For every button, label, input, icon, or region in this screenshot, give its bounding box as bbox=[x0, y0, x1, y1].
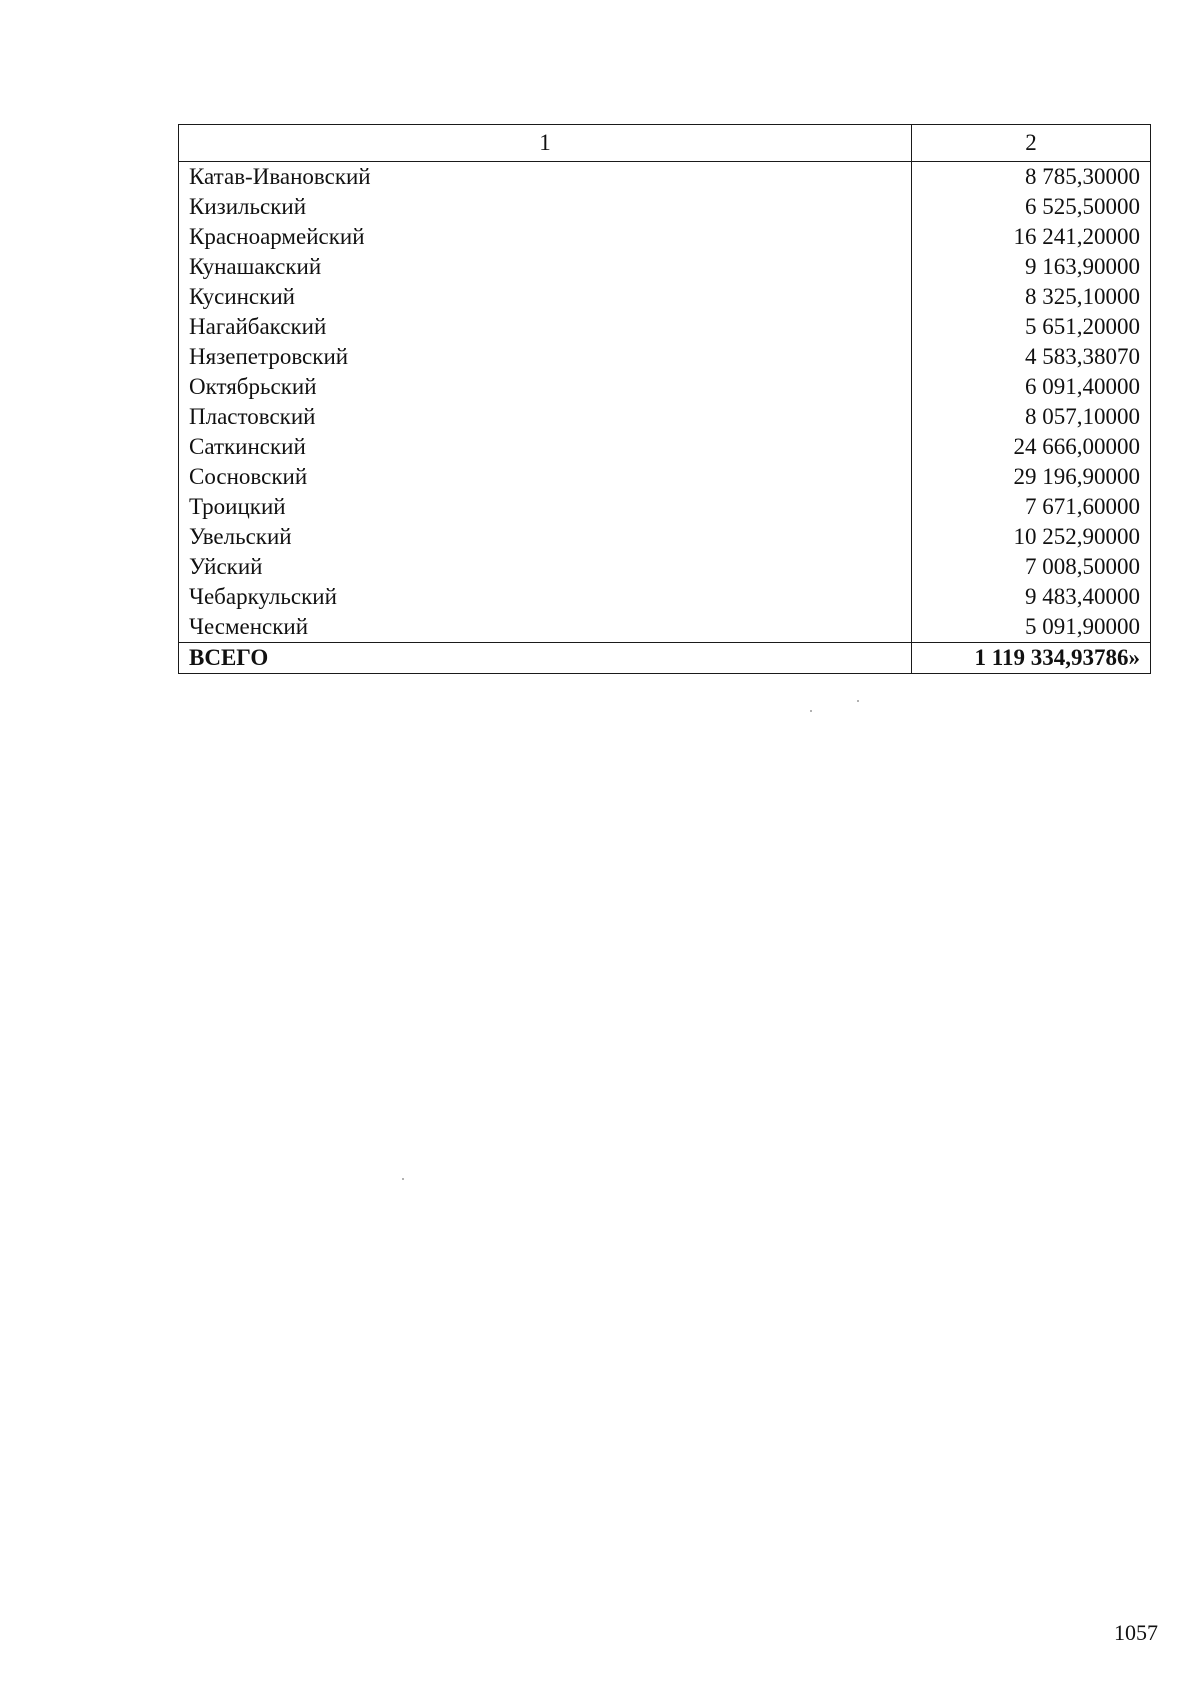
table-row bbox=[179, 372, 1151, 402]
scan-speck bbox=[402, 1178, 404, 1180]
table-row bbox=[179, 582, 1151, 612]
page-number: 1057 bbox=[1114, 1620, 1158, 1645]
district-name: Кунашакский bbox=[179, 252, 912, 282]
district-value: 8 785,30000 bbox=[912, 162, 1151, 193]
district-value: 7 671,60000 bbox=[912, 492, 1151, 522]
district-value: 29 196,90000 bbox=[912, 462, 1151, 492]
district-value: 8 325,10000 bbox=[912, 282, 1151, 312]
table-row bbox=[179, 522, 1151, 552]
column-header-1: 1 bbox=[179, 125, 912, 162]
table-row bbox=[179, 312, 1151, 342]
column-header-2: 2 bbox=[912, 125, 1151, 162]
table-row bbox=[179, 492, 1151, 522]
district-value: 9 163,90000 bbox=[912, 252, 1151, 282]
district-table bbox=[178, 124, 1151, 674]
district-name: Сосновский bbox=[179, 462, 912, 492]
district-name: Кусинский bbox=[179, 282, 912, 312]
table-row bbox=[179, 222, 1151, 252]
district-name: Чебаркульский bbox=[179, 582, 912, 612]
table-row bbox=[179, 402, 1151, 432]
table-row bbox=[179, 192, 1151, 222]
scan-speck bbox=[810, 710, 812, 712]
district-name: Красноармейский bbox=[179, 222, 912, 252]
total-label: ВСЕГО bbox=[179, 643, 912, 674]
table-header-row bbox=[179, 125, 1151, 162]
district-value: 8 057,10000 bbox=[912, 402, 1151, 432]
district-value: 10 252,90000 bbox=[912, 522, 1151, 552]
district-name: Кизильский bbox=[179, 192, 912, 222]
district-name: Увельский bbox=[179, 522, 912, 552]
district-value: 5 091,90000 bbox=[912, 612, 1151, 643]
district-value: 6 091,40000 bbox=[912, 372, 1151, 402]
district-value: 6 525,50000 bbox=[912, 192, 1151, 222]
district-name: Саткинский bbox=[179, 432, 912, 462]
table-body bbox=[179, 162, 1151, 643]
table-row bbox=[179, 462, 1151, 492]
district-name: Нязепетровский bbox=[179, 342, 912, 372]
district-value: 9 483,40000 bbox=[912, 582, 1151, 612]
total-value: 1 119 334,93786» bbox=[912, 643, 1151, 674]
district-name: Уйский bbox=[179, 552, 912, 582]
table-row bbox=[179, 432, 1151, 462]
district-name: Катав-Ивановский bbox=[179, 162, 912, 193]
district-value: 7 008,50000 bbox=[912, 552, 1151, 582]
table-row bbox=[179, 612, 1151, 643]
district-value: 16 241,20000 bbox=[912, 222, 1151, 252]
district-value: 4 583,38070 bbox=[912, 342, 1151, 372]
table-row bbox=[179, 162, 1151, 193]
table-row bbox=[179, 282, 1151, 312]
district-value: 24 666,00000 bbox=[912, 432, 1151, 462]
scan-speck bbox=[857, 700, 859, 702]
total-row bbox=[179, 643, 1151, 674]
district-name: Пластовский bbox=[179, 402, 912, 432]
district-name: Нагайбакский bbox=[179, 312, 912, 342]
district-name: Троицкий bbox=[179, 492, 912, 522]
district-name: Октябрьский bbox=[179, 372, 912, 402]
table-row bbox=[179, 552, 1151, 582]
table-row bbox=[179, 252, 1151, 282]
district-value: 5 651,20000 bbox=[912, 312, 1151, 342]
district-name: Чесменский bbox=[179, 612, 912, 643]
table-row bbox=[179, 342, 1151, 372]
